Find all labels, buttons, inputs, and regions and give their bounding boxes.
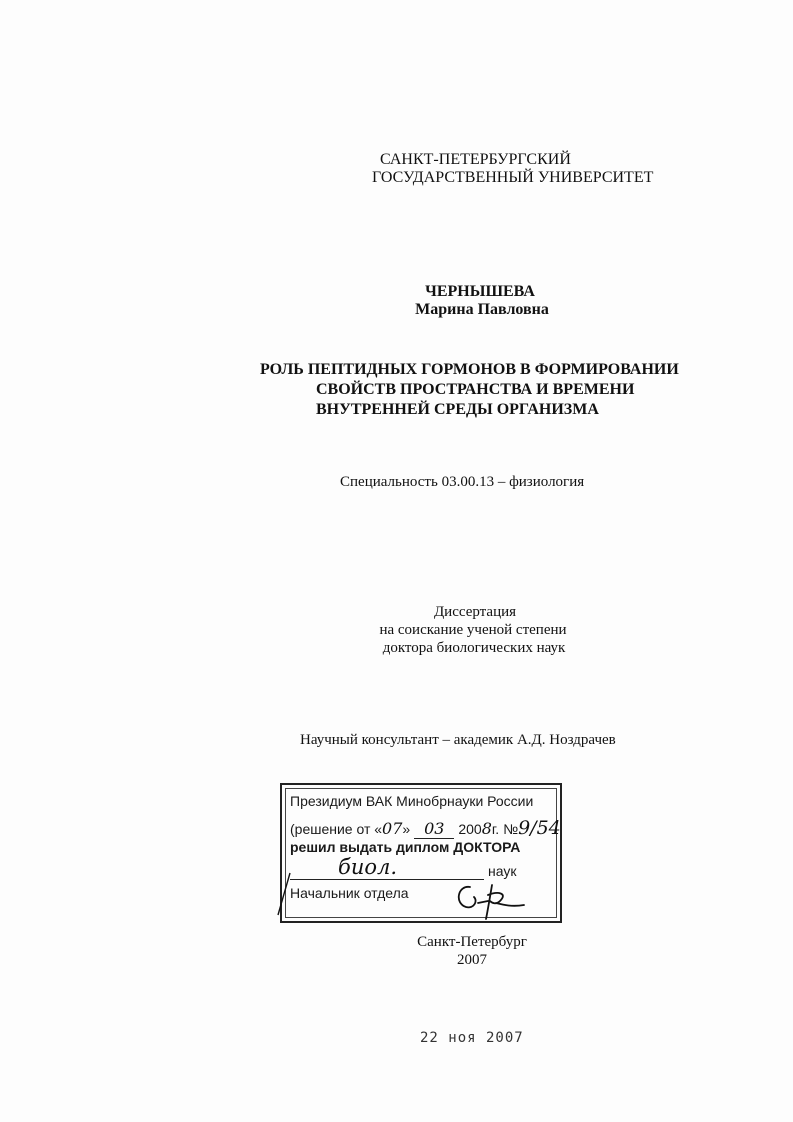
dissertation-line-2: на соискание ученой степени <box>379 622 567 638</box>
title-line-2: СВОЙСТВ ПРОСТРАНСТВА И ВРЕМЕНИ <box>316 381 635 398</box>
university-line-1: САНКТ-ПЕТЕРБУРГСКИЙ <box>380 151 571 168</box>
author-first-names: Марина Павловна <box>415 301 549 318</box>
stamp-month-sep: » <box>402 821 411 837</box>
stamp-month: 03 <box>414 819 454 839</box>
pen-stroke-mark-icon <box>274 869 298 919</box>
author-last-name: ЧЕРНЫШЕВА <box>425 283 535 300</box>
title-line-1: РОЛЬ ПЕПТИДНЫХ ГОРМОНОВ В ФОРМИРОВАНИИ <box>260 361 679 378</box>
dissertation-line-3: доктора биологических наук <box>382 640 566 656</box>
vak-approval-stamp <box>280 783 562 923</box>
stamp-year-prefix: 200 <box>458 821 482 837</box>
dissertation-line-1: Диссертация <box>433 604 517 620</box>
stamp-decision-prefix: (решение от « <box>290 821 383 837</box>
stamp-day: 07 <box>382 819 403 838</box>
stamp-field-handwritten: биол. <box>338 855 398 879</box>
stamp-presidium-line: Президиум ВАК Минобрнауки России <box>290 793 534 809</box>
stamp-decision-line <box>290 817 561 839</box>
signature-icon <box>452 881 532 921</box>
title-line-3: ВНУТРЕННЕЙ СРЕДЫ ОРГАНИЗМА <box>316 401 599 418</box>
stamp-year-digit: 8 <box>481 819 492 838</box>
stamp-year-suffix: г. № <box>491 821 519 837</box>
stamp-number: 9/54 <box>518 817 561 839</box>
stamp-field-underline <box>290 879 484 880</box>
year: 2007 <box>457 952 487 968</box>
stamp-decision-text: решил выдать диплом ДОКТОРА <box>290 839 521 855</box>
stamp-head-of-department: Начальник отдела <box>290 885 409 901</box>
specialty: Специальность 03.00.13 – физиология <box>340 474 585 490</box>
receipt-date-stamp: 22 ноя 2007 <box>420 1030 524 1046</box>
city: Санкт-Петербург <box>417 934 527 950</box>
scientific-consultant: Научный консультант – академик А.Д. Ноздрачев <box>300 732 616 748</box>
university-line-2: ГОСУДАРСТВЕННЫЙ УНИВЕРСИТЕТ <box>372 169 654 186</box>
stamp-field-suffix: наук <box>488 863 517 879</box>
